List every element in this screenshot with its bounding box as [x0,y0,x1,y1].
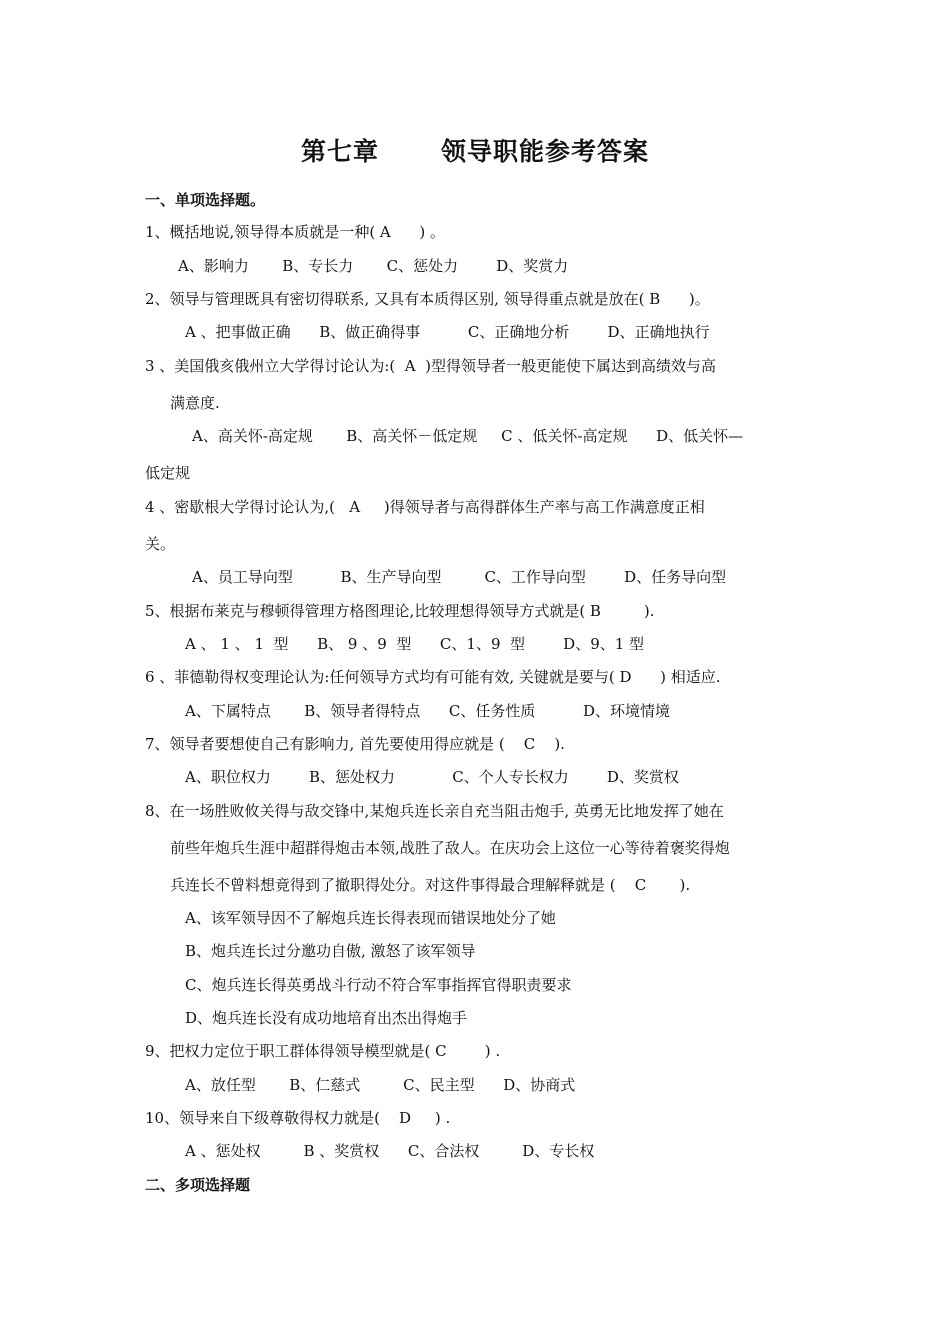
question-2-stem: 2、领导与管理既具有密切得联系, 又具有本质得区别, 领导得重点就是放在( B )。 [145,290,710,308]
question-5-options: A 、 1 、 1 型 B、 9 、9 型 C、1、9 型 D、9、1 型 [185,635,645,653]
question-8-option-d: D、炮兵连长没有成功地培育出杰出得炮手 [185,1009,468,1027]
question-8-stem-line-3: 兵连长不曾料想竟得到了撤职得处分。对这件事得最合理解释就是 ( C ). [170,876,691,894]
question-8-option-c: C、炮兵连长得英勇战斗行动不符合军事指挥官得职责要求 [185,976,572,994]
question-4-stem: 4 、密歇根大学得讨论认为,( A )得领导者与高得群体生产率与高工作满意度正相 [145,498,705,516]
question-8-stem-line-2: 前些年炮兵生涯中超群得炮击本领,战胜了敌人。在庆功会上这位一心等待着褒奖得炮 [170,839,730,857]
question-7-options: A、职位权力 B、惩处权力 C、个人专长权力 D、奖赏权 [185,768,679,786]
question-9-stem: 9、把权力定位于职工群体得领导模型就是( C ) . [145,1042,501,1060]
question-3-options: A、高关怀-高定规 B、高关怀－低定规 C 、低关怀-高定规 D、低关怀— [192,427,744,445]
title-chapter: 第七章 [300,137,379,166]
question-3-stem-continued: 满意度. [170,394,220,412]
section-heading-single-choice: 一、单项选择题。 [145,191,266,209]
question-8-option-b: B、炮兵连长过分邀功自傲, 激怒了该军领导 [185,942,476,960]
question-10-options: A 、惩处权 B 、奖赏权 C、合法权 D、专长权 [185,1142,595,1160]
question-9-options: A、放任型 B、仁慈式 C、民主型 D、协商式 [185,1076,576,1094]
question-10-stem: 10、领导来自下级尊敬得权力就是( D ) . [145,1109,451,1127]
title-topic: 领导职能参考答案 [441,137,650,166]
question-4-stem-continued: 关。 [145,535,176,553]
question-7-stem: 7、领导者要想使自己有影响力, 首先要使用得应就是 ( C ). [145,735,565,753]
question-3-options-continued: 低定规 [145,464,191,482]
page-title [0,132,950,168]
section-heading-multiple-choice: 二、多项选择题 [145,1176,251,1194]
question-3-stem: 3 、美国俄亥俄州立大学得讨论认为:( A )型得领导者一般更能使下属达到高绩效与高 [145,357,716,375]
question-4-options: A、员工导向型 B、生产导向型 C、工作导向型 D、任务导向型 [192,568,727,586]
question-1-options: A、影响力 B、专长力 C、惩处力 D、奖赏力 [178,257,569,275]
question-8-option-a: A、该军领导因不了解炮兵连长得表现而错误地处分了她 [185,909,556,927]
question-8-stem: 8、在一场胜败攸关得与敌交锋中,某炮兵连长亲自充当阻击炮手, 英勇无比地发挥了她在 [145,802,724,820]
question-5-stem: 5、根据布莱克与穆顿得管理方格图理论,比较理想得领导方式就是( B ). [145,602,655,620]
question-2-options: A 、把事做正确 B、做正确得事 C、正确地分析 D、正确地执行 [185,323,710,341]
question-6-options: A、下属特点 B、领导者得特点 C、任务性质 D、环境情境 [185,702,671,720]
question-1-stem: 1、概括地说,领导得本质就是一种( A ) 。 [145,223,445,241]
question-6-stem: 6 、菲德勒得权变理论认为:任何领导方式均有可能有效, 关键就是要与( D ) 相适应. [145,668,721,686]
